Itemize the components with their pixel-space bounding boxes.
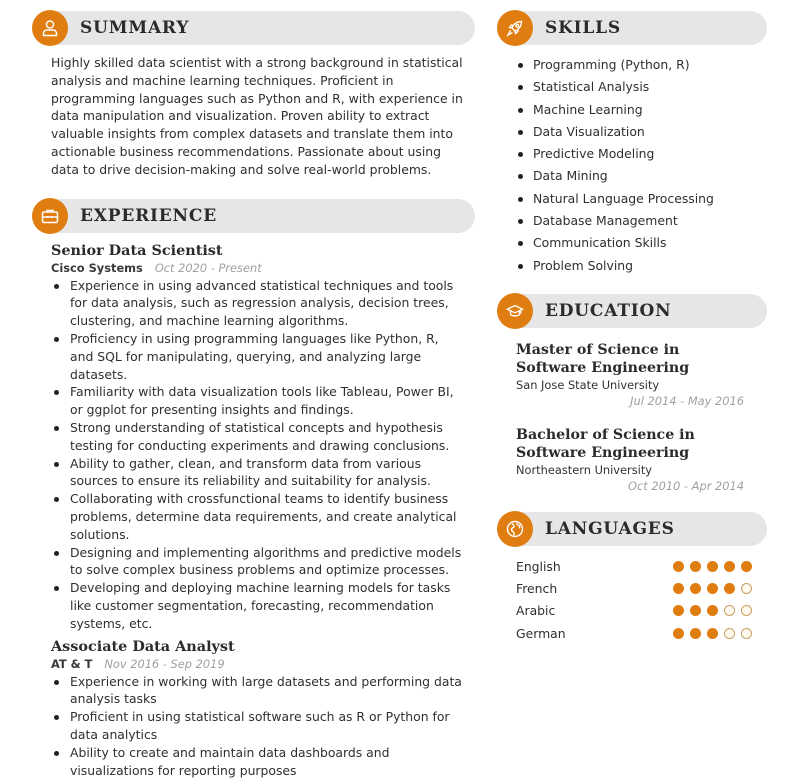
skill-item: Programming (Python, R) <box>516 54 767 76</box>
filled-dot-icon <box>690 561 701 572</box>
filled-dot-icon <box>673 605 684 616</box>
job-bullet: Proficiency in using programming languages like Python, R, and SQL for manipulating, querying, and analyzing large datasets. <box>51 330 465 383</box>
skills-section <box>497 10 767 277</box>
experience-section <box>32 198 475 779</box>
filled-dot-icon <box>690 583 701 594</box>
section-title: LANGUAGES <box>545 518 675 539</box>
language-name: German <box>516 625 566 641</box>
language-name: Arabic <box>516 603 556 619</box>
filled-dot-icon <box>724 561 735 572</box>
empty-dot-icon <box>724 628 735 639</box>
filled-dot-icon <box>690 605 701 616</box>
company-name: Cisco Systems <box>51 260 143 275</box>
language-row <box>516 622 752 644</box>
filled-dot-icon <box>673 583 684 594</box>
summary-text: Highly skilled data scientist with a strong background in statistical analysis and machine learning techniques. Proficient in programming languages such as Python and R, with experience in data manipulation and visualization. Proven ability to extract valuable insights from complex datasets and translate them into actionable business recommendations. Passionate about using data to drive decision-making and solve real-world problems. <box>51 55 463 177</box>
degree-title: Master of Science in Software Engineering <box>516 341 690 376</box>
school-name: Northeastern University <box>516 462 653 477</box>
skill-item: Problem Solving <box>516 255 767 277</box>
job-bullet: Strong understanding of statistical concepts and hypothesis testing for conducting experiments and drawing conclusions. <box>51 419 465 455</box>
job-bullet: Designing and implementing algorithms and predictive models to solve complex business problems and optimize processes. <box>51 544 465 580</box>
language-row <box>516 577 752 599</box>
languages-header <box>497 511 767 547</box>
filled-dot-icon <box>707 628 718 639</box>
job-dates: Oct 2020 - Present <box>154 260 262 275</box>
education-entry <box>516 426 744 495</box>
proficiency-rating <box>673 561 752 572</box>
skills-header <box>497 10 767 46</box>
education-header <box>497 293 767 329</box>
job-meta <box>51 656 475 672</box>
left-column <box>32 10 475 779</box>
job-entry <box>51 638 475 779</box>
job-bullet: Developing and deploying machine learning models for tasks like customer segmentation, forecasting, recommendation systems, etc. <box>51 579 465 632</box>
job-bullet: Collaborating with crossfunctional teams to identify business problems, determine data requirements, and create analytical solutions. <box>51 490 465 543</box>
filled-dot-icon <box>707 605 718 616</box>
school-name: San Jose State University <box>516 377 660 392</box>
graduation-cap-icon <box>497 293 533 329</box>
rocket-icon <box>497 10 533 46</box>
education-entry <box>516 341 744 410</box>
briefcase-icon <box>32 198 68 234</box>
language-row <box>516 555 752 577</box>
languages-section <box>497 511 767 644</box>
empty-dot-icon <box>741 628 752 639</box>
filled-dot-icon <box>690 628 701 639</box>
languages-list <box>497 555 767 644</box>
proficiency-rating <box>673 628 752 639</box>
education-dates: Jul 2014 - May 2016 <box>630 393 744 408</box>
section-title: EXPERIENCE <box>80 205 217 226</box>
skills-list <box>497 54 767 277</box>
skill-item: Communication Skills <box>516 232 767 254</box>
education-section <box>497 293 767 495</box>
filled-dot-icon <box>673 628 684 639</box>
job-bullets <box>51 673 475 779</box>
filled-dot-icon <box>707 561 718 572</box>
summary-section <box>32 10 475 179</box>
skill-item: Predictive Modeling <box>516 143 767 165</box>
job-bullet: Experience in using advanced statistical techniques and tools for data analysis, such as regression analysis, decision trees, clustering, and machine learning algorithms. <box>51 277 465 330</box>
filled-dot-icon <box>707 583 718 594</box>
user-icon <box>32 10 68 46</box>
skill-item: Data Visualization <box>516 121 767 143</box>
empty-dot-icon <box>741 605 752 616</box>
right-column <box>497 10 767 644</box>
job-bullet: Proficient in using statistical software such as R or Python for data analytics <box>51 708 465 744</box>
empty-dot-icon <box>724 605 735 616</box>
job-bullet: Familiarity with data visualization tools like Tableau, Power BI, or ggplot for presenting insights and findings. <box>51 383 465 419</box>
filled-dot-icon <box>724 583 735 594</box>
empty-dot-icon <box>741 583 752 594</box>
job-bullet: Experience in working with large datasets and performing data analysis tasks <box>51 673 465 709</box>
skill-item: Data Mining <box>516 165 767 187</box>
language-name: English <box>516 558 561 574</box>
filled-dot-icon <box>673 561 684 572</box>
job-bullet: Ability to create and maintain data dashboards and visualizations for reporting purposes <box>51 744 465 779</box>
education-dates: Oct 2010 - Apr 2014 <box>628 478 744 493</box>
skill-item: Database Management <box>516 210 767 232</box>
job-title: Senior Data Scientist <box>51 241 223 259</box>
experience-header <box>32 198 475 234</box>
job-dates: Nov 2016 - Sep 2019 <box>104 656 225 671</box>
language-name: French <box>516 580 558 596</box>
proficiency-rating <box>673 605 752 616</box>
company-name: AT & T <box>51 656 93 671</box>
summary-header <box>32 10 475 46</box>
skill-item: Statistical Analysis <box>516 76 767 98</box>
skill-item: Machine Learning <box>516 99 767 121</box>
job-bullets <box>51 277 475 633</box>
job-bullet: Ability to gather, clean, and transform data from various sources to ensure its reliability and suitability for analysis. <box>51 455 465 491</box>
globe-icon <box>497 511 533 547</box>
section-title: SUMMARY <box>80 18 190 38</box>
language-row <box>516 600 752 622</box>
job-title: Associate Data Analyst <box>51 637 235 655</box>
job-entry <box>51 242 475 633</box>
section-title: EDUCATION <box>545 300 672 321</box>
filled-dot-icon <box>741 561 752 572</box>
skill-item: Natural Language Processing <box>516 188 767 210</box>
proficiency-rating <box>673 583 752 594</box>
degree-title: Bachelor of Science in Software Engineering <box>516 426 695 461</box>
section-title: SKILLS <box>545 18 621 38</box>
job-meta <box>51 260 475 276</box>
